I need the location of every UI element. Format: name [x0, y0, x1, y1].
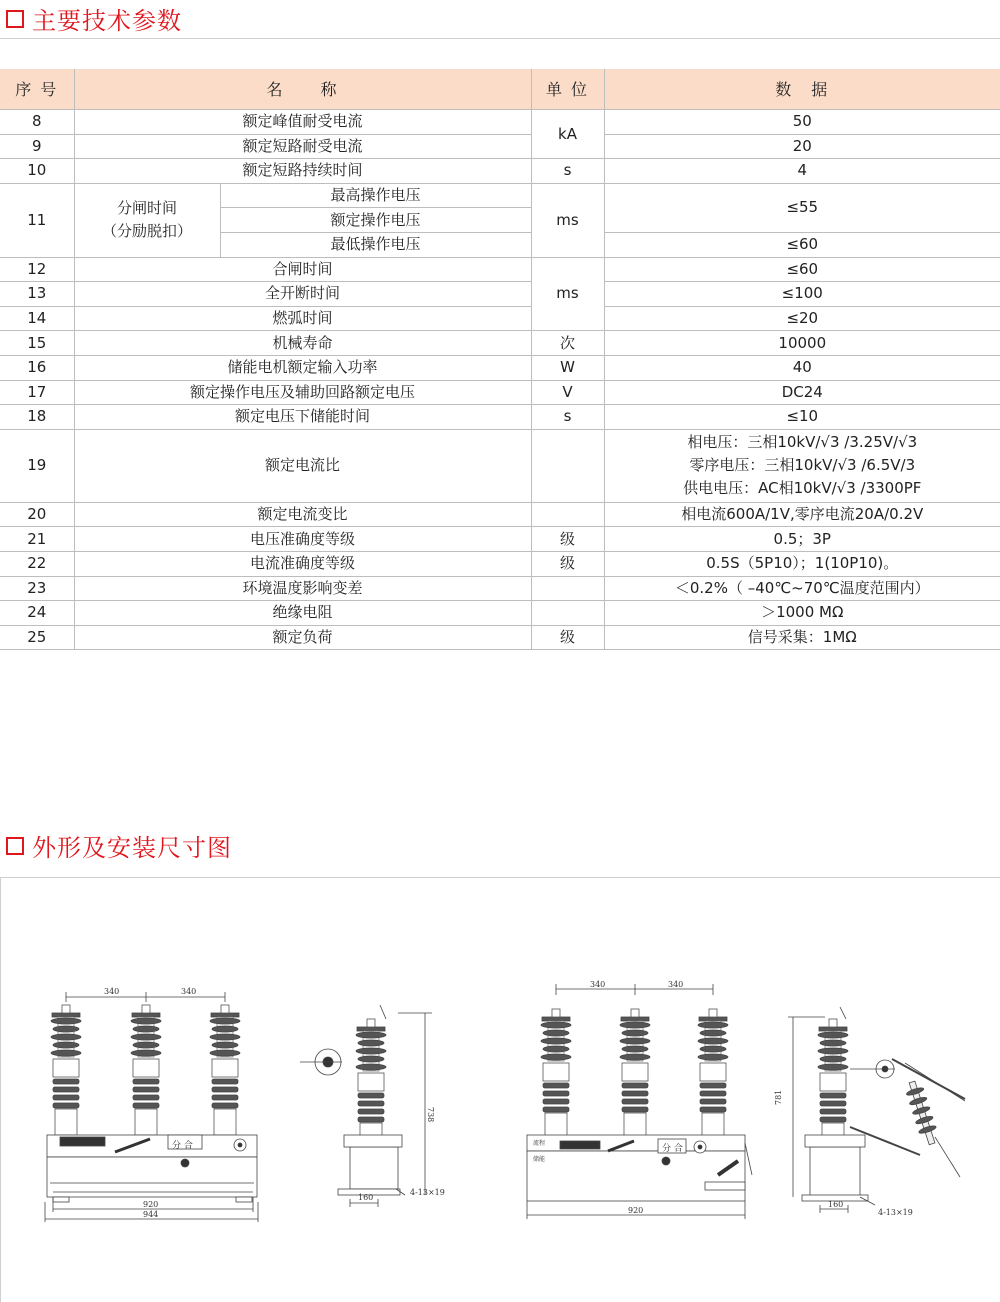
header-name: 名 称 — [74, 69, 531, 110]
cell-data: 50 — [604, 110, 1000, 135]
cell-no: 24 — [0, 601, 74, 626]
cell-name: 额定电压下储能时间 — [74, 405, 531, 430]
dim-label: 738 — [426, 1107, 435, 1123]
section-title-text: 外形及安装尺寸图 — [32, 834, 232, 862]
cell-data: ＜0.2%（ –40℃~70℃温度范围内） — [604, 576, 1000, 601]
cell-unit: ms — [531, 183, 604, 257]
side-view-right — [788, 1007, 965, 1213]
data-line: 零序电压：三相10kV/√3 /6.5V/3 — [689, 456, 916, 475]
dim-label: 920 — [628, 1206, 644, 1215]
dim-label: 340 — [104, 987, 120, 996]
cell-name: 电压准确度等级 — [74, 527, 531, 552]
square-icon — [6, 837, 24, 855]
cell-data: ≤60 — [604, 257, 1000, 282]
cell-no: 10 — [0, 159, 74, 184]
table-row — [0, 110, 1000, 135]
data-line: 相电压：三相10kV/√3 /3.25V/√3 — [687, 433, 918, 452]
table-row — [0, 134, 1000, 159]
cell-no: 16 — [0, 355, 74, 380]
section-title-drawing — [6, 828, 232, 863]
dim-label: 4-13×19 — [878, 1208, 913, 1217]
dim-label: 160 — [828, 1200, 844, 1209]
cell-name: 额定电流比 — [74, 429, 531, 502]
table-row — [0, 527, 1000, 552]
table-row — [0, 183, 1000, 208]
header-unit: 单 位 — [531, 69, 604, 110]
cell-data: DC24 — [604, 380, 1000, 405]
cell-unit: kA — [531, 110, 604, 159]
table-row — [0, 601, 1000, 626]
cell-name: 额定短路耐受电流 — [74, 134, 531, 159]
data-line: 供电电压：AC相10kV/√3 /3300PF — [683, 479, 922, 498]
cell-data: ＞1000 MΩ — [604, 601, 1000, 626]
cell-unit: V — [531, 380, 604, 405]
cell-data: 20 — [604, 134, 1000, 159]
cell-no: 19 — [0, 429, 74, 502]
cell-data: ≤60 — [604, 232, 1000, 257]
cell-no: 9 — [0, 134, 74, 159]
table-row — [0, 257, 1000, 282]
cell-unit — [531, 576, 604, 601]
cell-sub: 最高操作电压 — [220, 183, 531, 208]
cell-no: 23 — [0, 576, 74, 601]
panel-label: 流程 — [533, 1140, 546, 1147]
header-data: 数 据 — [604, 69, 1000, 110]
table-row — [0, 282, 1000, 307]
cell-no: 18 — [0, 405, 74, 430]
cell-name: 机械寿命 — [74, 331, 531, 356]
cell-no: 21 — [0, 527, 74, 552]
cell-name: 额定峰值耐受电流 — [74, 110, 531, 135]
cell-no: 20 — [0, 502, 74, 527]
square-icon — [6, 10, 24, 28]
divider — [0, 38, 1000, 39]
section-title-text: 主要技术参数 — [32, 7, 182, 35]
cell-data — [604, 429, 1000, 502]
group-label: 分闸时间 — [116, 199, 177, 218]
cell-no: 22 — [0, 551, 74, 576]
cell-name: 额定短路持续时间 — [74, 159, 531, 184]
cell-unit: W — [531, 355, 604, 380]
dim-label: 920 — [143, 1200, 159, 1209]
cell-unit — [531, 502, 604, 527]
table-row — [0, 306, 1000, 331]
dim-label: 340 — [668, 980, 684, 989]
cell-unit: 级 — [531, 551, 604, 576]
cell-unit: s — [531, 159, 604, 184]
table-row — [0, 502, 1000, 527]
cell-no: 17 — [0, 380, 74, 405]
cell-data: ≤55 — [604, 183, 1000, 232]
cell-sub: 最低操作电压 — [220, 232, 531, 257]
cell-data: ≤10 — [604, 405, 1000, 430]
dim-label: 340 — [590, 980, 606, 989]
table-row — [0, 355, 1000, 380]
params-table — [0, 69, 1000, 650]
cell-data: 40 — [604, 355, 1000, 380]
cell-unit — [531, 601, 604, 626]
dim-label: 781 — [774, 1089, 783, 1105]
cell-data: 相电流600A/1V,零序电流20A/0.2V — [604, 502, 1000, 527]
cell-no: 15 — [0, 331, 74, 356]
table-row — [0, 405, 1000, 430]
cell-no: 11 — [0, 183, 74, 257]
cell-unit: 次 — [531, 331, 604, 356]
cell-unit: 级 — [531, 527, 604, 552]
header-no: 序 号 — [0, 69, 74, 110]
cell-data: 10000 — [604, 331, 1000, 356]
front-view-right — [527, 984, 752, 1219]
cell-name: 环境温度影响变差 — [74, 576, 531, 601]
cell-data: 信号采集：1MΩ — [604, 625, 1000, 650]
panel-label: 储能 — [533, 1156, 546, 1163]
dimension-drawing — [0, 877, 1000, 1302]
cell-name: 绝缘电阻 — [74, 601, 531, 626]
cell-data: 4 — [604, 159, 1000, 184]
section-title-params — [6, 1, 182, 36]
cell-unit — [531, 429, 604, 502]
table-row — [0, 380, 1000, 405]
cell-data: ≤100 — [604, 282, 1000, 307]
table-row — [0, 576, 1000, 601]
cell-no: 8 — [0, 110, 74, 135]
dim-label: 944 — [143, 1210, 159, 1219]
cell-name: 全开断时间 — [74, 282, 531, 307]
cell-group — [74, 183, 220, 257]
cell-no: 13 — [0, 282, 74, 307]
cell-name: 储能电机额定输入功率 — [74, 355, 531, 380]
front-view-left — [45, 992, 258, 1222]
cell-no: 14 — [0, 306, 74, 331]
panel-label: 分 合 — [662, 1144, 683, 1154]
dim-label: 340 — [181, 987, 197, 996]
cell-name: 额定负荷 — [74, 625, 531, 650]
cell-name: 电流准确度等级 — [74, 551, 531, 576]
cell-name: 燃弧时间 — [74, 306, 531, 331]
group-sublabel: （分励脱扣） — [101, 222, 192, 241]
table-row — [0, 625, 1000, 650]
dim-label: 160 — [358, 1193, 374, 1202]
table-row — [0, 551, 1000, 576]
cell-data: ≤20 — [604, 306, 1000, 331]
panel-label: 分 合 — [172, 1141, 193, 1151]
cell-no: 12 — [0, 257, 74, 282]
cell-unit: 级 — [531, 625, 604, 650]
cell-name: 合闸时间 — [74, 257, 531, 282]
cell-unit: s — [531, 405, 604, 430]
cell-unit: ms — [531, 257, 604, 331]
table-header — [0, 69, 1000, 110]
side-view-left — [300, 1005, 432, 1207]
cell-no: 25 — [0, 625, 74, 650]
dim-label: 4-13×19 — [410, 1188, 445, 1197]
table-row — [0, 429, 1000, 502]
table-row — [0, 159, 1000, 184]
cell-sub: 额定操作电压 — [220, 208, 531, 233]
cell-data: 0.5S（5P10）；1(10P10)。 — [604, 551, 1000, 576]
table-row — [0, 331, 1000, 356]
cell-data: 0.5；3P — [604, 527, 1000, 552]
cell-name: 额定电流变比 — [74, 502, 531, 527]
cell-name: 额定操作电压及辅助回路额定电压 — [74, 380, 531, 405]
